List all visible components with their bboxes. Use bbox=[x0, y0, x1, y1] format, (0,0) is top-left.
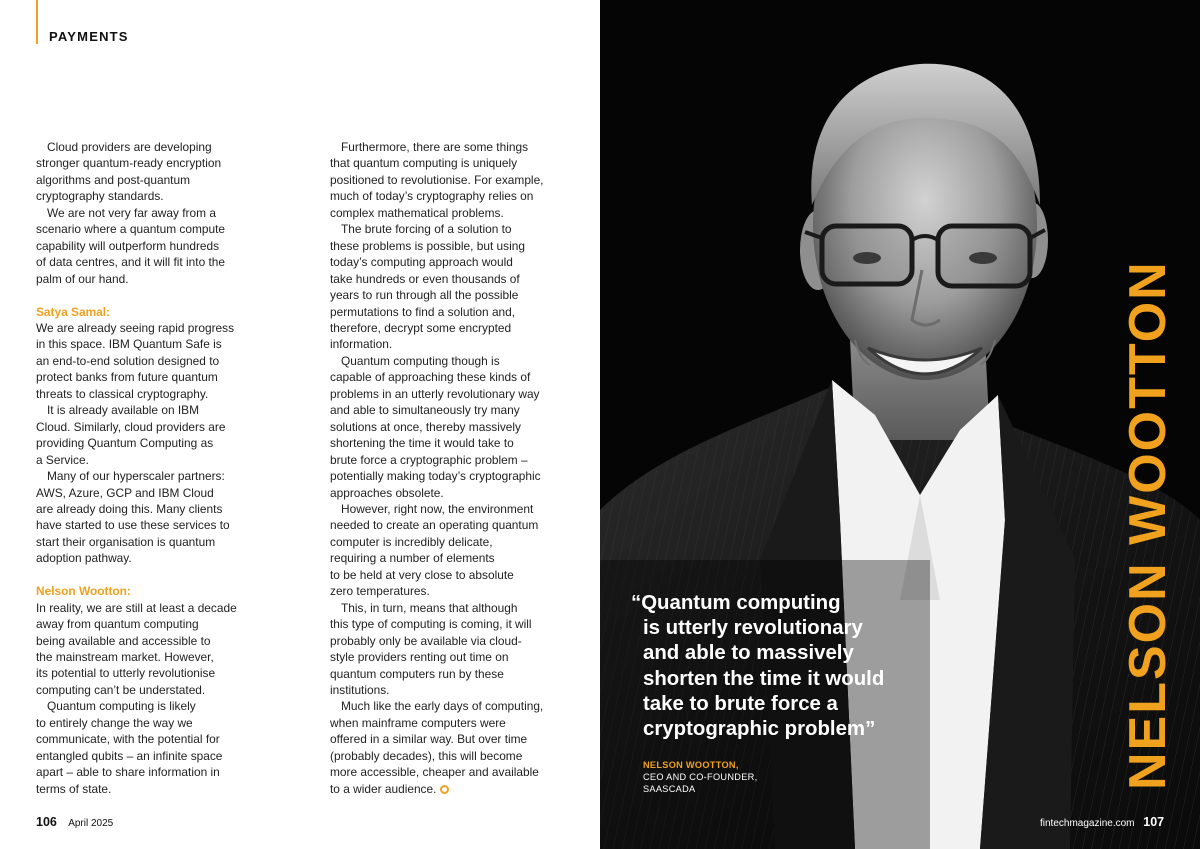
line-text: the mainstream market. However, bbox=[36, 650, 214, 665]
page-number-left: 106 bbox=[36, 815, 57, 829]
line-text: Quantum computing though is bbox=[341, 353, 500, 368]
pull-quote-line: is utterly revolutionary bbox=[643, 617, 863, 640]
line-text: apart – able to share information in bbox=[36, 765, 220, 780]
line-text: quantum computers run by these bbox=[330, 666, 504, 681]
line-text: Cloud. Similarly, cloud providers are bbox=[36, 419, 226, 434]
body-line bbox=[36, 649, 258, 665]
line-text: an end-to-end solution designed to bbox=[36, 353, 220, 368]
attribution-title: CEO AND CO-FOUNDER, bbox=[643, 772, 758, 783]
line-text: in this space. IBM Quantum Safe is bbox=[36, 337, 222, 352]
body-line bbox=[36, 139, 258, 155]
line-text: and able to simultaneously try many bbox=[330, 403, 520, 418]
line-text: complex mathematical problems. bbox=[330, 205, 504, 220]
line-text: much of today’s cryptography relies on bbox=[330, 189, 534, 204]
line-text: needed to create an operating quantum bbox=[330, 518, 539, 533]
line-text: when mainframe computers were bbox=[330, 715, 506, 730]
body-line bbox=[330, 271, 572, 287]
line-text: away from quantum computing bbox=[36, 617, 199, 632]
line-text: to be held at very close to absolute bbox=[330, 567, 514, 582]
line-text: Furthermore, there are some things bbox=[341, 140, 529, 154]
line-text: requiring a number of elements bbox=[330, 551, 495, 566]
line-text: Many of our hyperscaler partners: bbox=[47, 469, 225, 484]
body-line bbox=[36, 517, 258, 533]
pull-quote-line: cryptographic problem” bbox=[643, 718, 876, 741]
body-line bbox=[330, 666, 572, 682]
line-text: However, right now, the environment bbox=[341, 501, 534, 516]
body-line bbox=[330, 600, 572, 616]
body-line bbox=[36, 731, 258, 747]
line-text: stronger quantum-ready encryption bbox=[36, 156, 222, 171]
line-text: adoption pathway. bbox=[36, 551, 132, 566]
body-line bbox=[36, 172, 258, 188]
body-line bbox=[330, 682, 572, 698]
line-text: permutations to find a solution and, bbox=[330, 304, 516, 319]
pull-quote-line: and able to massively bbox=[643, 642, 854, 665]
body-line bbox=[36, 698, 258, 714]
line-text: start their organisation is quantum bbox=[36, 534, 216, 549]
line-text: therefore, decrypt some encrypted bbox=[330, 320, 512, 335]
body-line bbox=[36, 682, 258, 698]
line-text: of data centres, and it will fit into the bbox=[36, 255, 226, 270]
line-text: today’s computing approach would bbox=[330, 255, 513, 270]
body-line bbox=[36, 534, 258, 550]
body-line bbox=[36, 600, 258, 616]
body-line bbox=[36, 715, 258, 731]
line-text: palm of our hand. bbox=[36, 271, 129, 286]
line-text: Quantum computing is likely bbox=[47, 699, 196, 714]
body-line bbox=[330, 698, 572, 714]
line-text: scenario where a quantum compute bbox=[36, 222, 226, 237]
pull-quote bbox=[631, 591, 931, 742]
body-line bbox=[330, 435, 572, 451]
body-line bbox=[36, 616, 258, 632]
body-line bbox=[330, 501, 572, 517]
line-text: Cloud providers are developing bbox=[47, 140, 212, 154]
speaker-name bbox=[36, 583, 258, 599]
line-text: It is already available on IBM bbox=[47, 403, 200, 418]
body-line bbox=[36, 633, 258, 649]
page-number-right: 107 bbox=[1143, 815, 1165, 829]
body-line bbox=[330, 287, 572, 303]
body-line bbox=[330, 155, 572, 171]
body-line bbox=[330, 402, 572, 418]
body-line bbox=[36, 188, 258, 204]
line-text: shortening the time it would take to bbox=[330, 436, 514, 451]
body-line bbox=[330, 221, 572, 237]
body-line bbox=[330, 452, 572, 468]
line-text: being available and accessible to bbox=[36, 633, 211, 648]
text-column-1 bbox=[36, 139, 258, 797]
body-line bbox=[36, 353, 258, 369]
line-text: threats to classical cryptography. bbox=[36, 386, 209, 401]
line-text: solutions at once, thereby massively bbox=[330, 419, 522, 434]
body-line bbox=[330, 172, 572, 188]
site-url: fintechmagazine.com bbox=[1040, 818, 1135, 829]
line-text: take hundreds or even thousands of bbox=[330, 271, 520, 286]
line-text: (probably decades), this will become bbox=[330, 748, 523, 763]
line-text: more accessible, cheaper and available bbox=[330, 765, 539, 780]
body-line bbox=[36, 155, 258, 171]
line-text: In reality, we are still at least a decade bbox=[36, 600, 237, 615]
line-text: The brute forcing of a solution to bbox=[341, 222, 512, 237]
line-text: We are not very far away from a bbox=[47, 205, 216, 220]
section-label: PAYMENTS bbox=[49, 29, 129, 44]
line-text: computer is incredibly delicate, bbox=[330, 534, 493, 549]
body-line bbox=[330, 731, 572, 747]
body-line bbox=[330, 517, 572, 533]
body-line bbox=[330, 649, 572, 665]
body-line bbox=[330, 353, 572, 369]
line-text: protect banks from future quantum bbox=[36, 370, 218, 385]
body-line bbox=[36, 550, 258, 566]
line-text: zero temperatures. bbox=[330, 584, 430, 599]
body-line bbox=[36, 205, 258, 221]
body-line bbox=[330, 188, 572, 204]
ring-end-mark-icon bbox=[440, 785, 449, 794]
section-rule bbox=[36, 0, 38, 44]
body-line bbox=[330, 715, 572, 731]
line-text: entangled qubits – an infinite space bbox=[36, 748, 223, 763]
body-line bbox=[330, 139, 572, 155]
folio-left bbox=[36, 815, 113, 829]
text-column-2 bbox=[330, 139, 572, 797]
line-text: these problems is possible, but using bbox=[330, 238, 525, 253]
line-text: probably only be available via cloud- bbox=[330, 633, 522, 648]
body-line bbox=[330, 205, 572, 221]
line-text: communicate, with the potential for bbox=[36, 732, 220, 747]
speaker-name bbox=[36, 304, 258, 320]
line-text: algorithms and post-quantum bbox=[36, 172, 191, 187]
line-text: capable of approaching these kinds of bbox=[330, 370, 531, 385]
line-text: capability will outperform hundreds bbox=[36, 238, 220, 253]
body-line bbox=[330, 583, 572, 599]
line-text: We are already seeing rapid progress bbox=[36, 320, 235, 335]
body-line bbox=[36, 468, 258, 484]
line-text: information. bbox=[330, 337, 393, 352]
body-line bbox=[330, 616, 572, 632]
body-line bbox=[330, 485, 572, 501]
body-line bbox=[36, 501, 258, 517]
body-line bbox=[330, 336, 572, 352]
line-text: that quantum computing is uniquely bbox=[330, 156, 518, 171]
vertical-name: NELSON WOOTTON bbox=[1119, 260, 1177, 790]
line-text: brute force a cryptographic problem – bbox=[330, 452, 528, 467]
body-line bbox=[330, 369, 572, 385]
body-line bbox=[330, 764, 572, 780]
body-line bbox=[330, 320, 572, 336]
folio-right bbox=[1040, 815, 1164, 829]
line-text: years to run through all the possible bbox=[330, 288, 519, 303]
body-line bbox=[36, 369, 258, 385]
line-text: a Service. bbox=[36, 452, 89, 467]
body-line bbox=[330, 419, 572, 435]
issue-date: April 2025 bbox=[68, 818, 114, 829]
pull-quote-line: take to brute force a bbox=[643, 692, 838, 715]
line-text: this type of computing is coming, it will bbox=[330, 617, 532, 632]
body-line bbox=[36, 748, 258, 764]
line-text: providing Quantum Computing as bbox=[36, 436, 214, 451]
line-text: Satya Samal: bbox=[36, 304, 111, 319]
line-text: institutions. bbox=[330, 682, 390, 697]
line-text: have started to use these services to bbox=[36, 518, 230, 533]
body-line bbox=[330, 254, 572, 270]
body-line bbox=[330, 304, 572, 320]
line-text: Much like the early days of computing, bbox=[341, 699, 544, 714]
pull-quote-line: shorten the time it would bbox=[643, 667, 885, 690]
line-text: to entirely change the way we bbox=[36, 715, 193, 730]
body-line bbox=[330, 748, 572, 764]
pull-quote-line: “Quantum computing bbox=[631, 592, 841, 614]
attribution-company: SAASCADA bbox=[643, 784, 696, 795]
line-text: its potential to utterly revolutionise bbox=[36, 666, 216, 681]
body-line bbox=[36, 254, 258, 270]
body-line bbox=[330, 781, 572, 797]
line-text: AWS, Azure, GCP and IBM Cloud bbox=[36, 485, 214, 500]
body-line bbox=[36, 336, 258, 352]
line-text: potentially making today’s cryptographic bbox=[330, 469, 541, 484]
body-line bbox=[36, 221, 258, 237]
body-line bbox=[330, 238, 572, 254]
line-text: are already doing this. Many clients bbox=[36, 501, 223, 516]
line-text: This, in turn, means that although bbox=[341, 600, 518, 615]
line-text: computing can’t be understated. bbox=[36, 682, 206, 697]
body-line bbox=[36, 452, 258, 468]
attribution-name: NELSON WOOTTON, bbox=[643, 760, 739, 770]
body-line bbox=[36, 781, 258, 797]
body-line bbox=[330, 550, 572, 566]
body-line bbox=[330, 567, 572, 583]
body-line bbox=[36, 764, 258, 780]
body-line bbox=[36, 402, 258, 418]
body-line bbox=[36, 386, 258, 402]
quote-attribution bbox=[643, 759, 757, 796]
line-text: Nelson Wootton: bbox=[36, 584, 131, 599]
line-text: offered in a similar way. But over time bbox=[330, 732, 528, 747]
line-text: positioned to revolutionise. For example, bbox=[330, 172, 544, 187]
body-line bbox=[36, 271, 258, 287]
line-text: cryptography standards. bbox=[36, 189, 164, 204]
body-line bbox=[36, 320, 258, 336]
body-line bbox=[36, 435, 258, 451]
line-text: approaches obsolete. bbox=[330, 485, 444, 500]
body-line bbox=[330, 633, 572, 649]
line-text: problems in an utterly revolutionary way bbox=[330, 386, 540, 401]
body-line bbox=[330, 386, 572, 402]
body-line bbox=[36, 485, 258, 501]
body-line bbox=[36, 665, 258, 681]
line-text: to a wider audience. bbox=[330, 781, 437, 796]
line-text: style providers renting out time on bbox=[330, 650, 509, 665]
body-line bbox=[36, 238, 258, 254]
body-line bbox=[36, 419, 258, 435]
line-text: terms of state. bbox=[36, 781, 112, 796]
body-line bbox=[330, 534, 572, 550]
body-line bbox=[330, 468, 572, 484]
